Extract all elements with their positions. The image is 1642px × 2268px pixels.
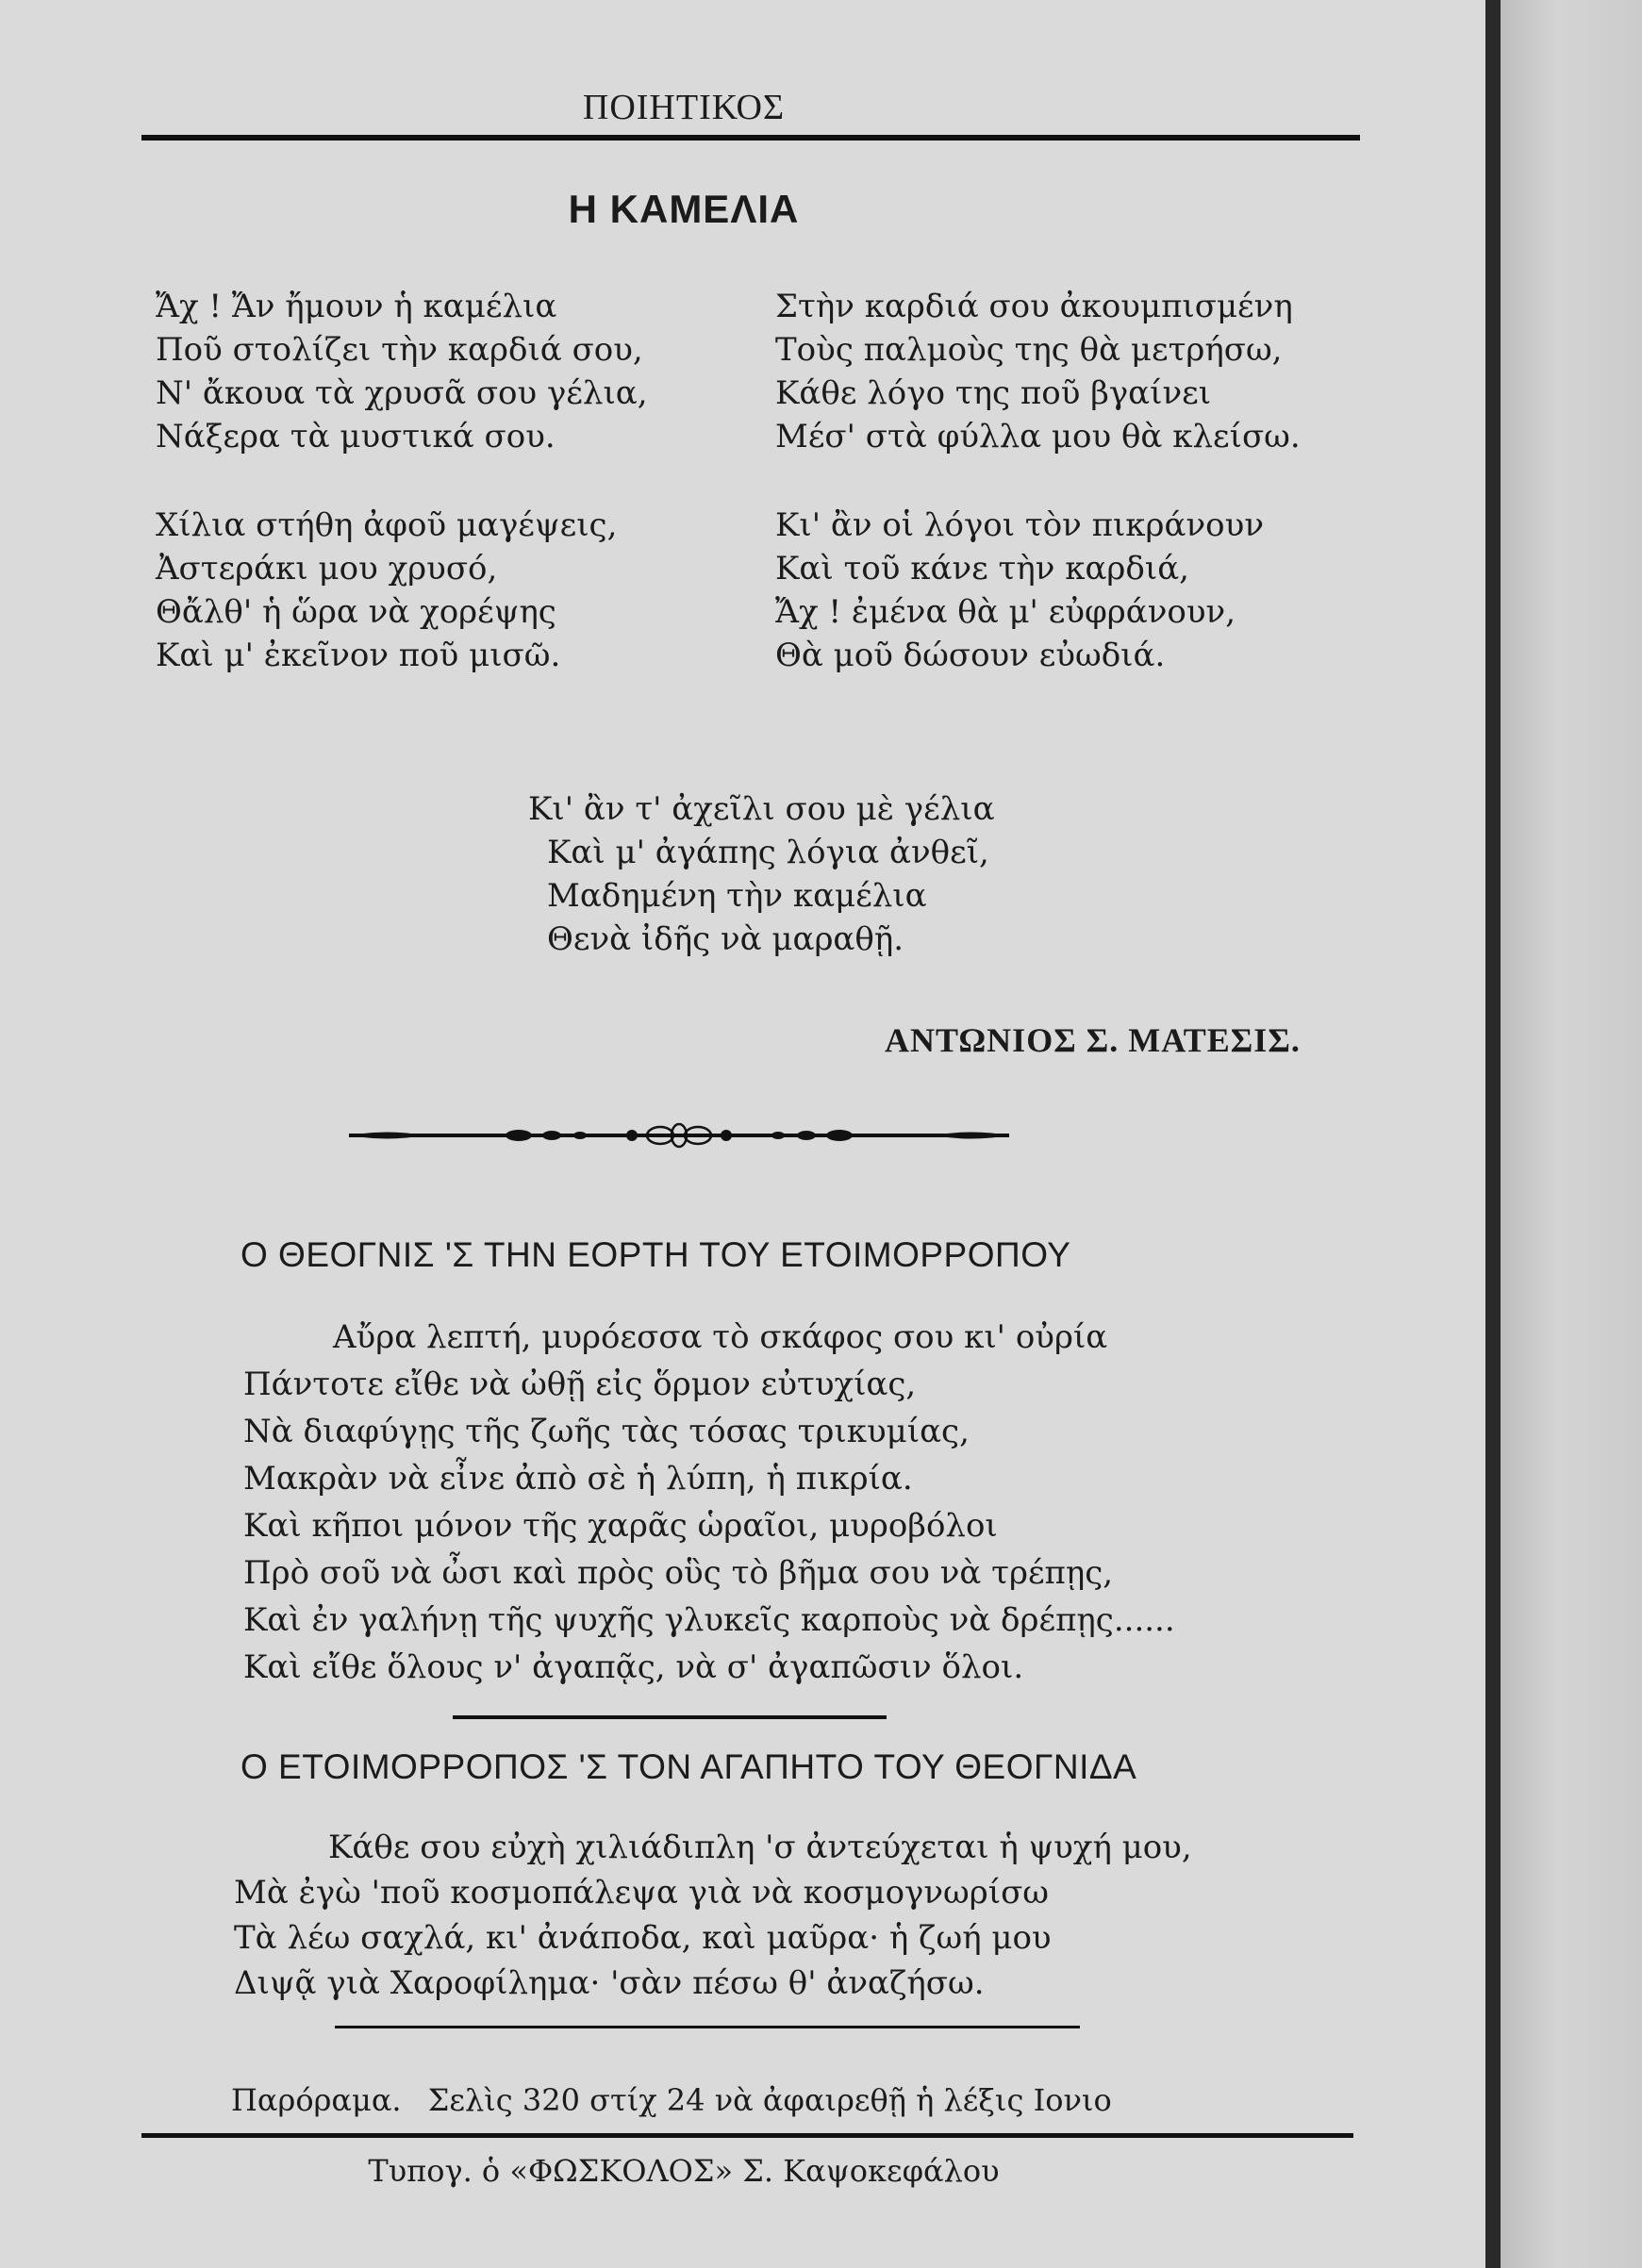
poem3-title: Ο ΕΤΟΙΜΟΡΡΟΠΟΣ 'Σ ΤΟΝ ΑΓΑΠΗΤΟ ΤΟΥ ΘΕΟΓΝΙΔΑ	[240, 1747, 1137, 1786]
verse-line: Καὶ εἴθε ὅλους ν' ἀγαπᾷς, νὰ σ' ἀγαπῶσιν ὅλοι.	[243, 1648, 1024, 1686]
poem-title-kamelia: Η ΚΑΜΕΛΙΑ	[568, 187, 800, 231]
ornamental-divider	[349, 1119, 1009, 1151]
verse-line: Θἄλθ' ἡ ὥρα νὰ χορέψης	[156, 593, 556, 631]
verse-line: Μέσ' στὰ φύλλα μου θὰ κλείσω.	[775, 418, 1301, 455]
verse-line: Χίλια στήθη ἀφοῦ μαγέψεις,	[156, 506, 618, 544]
verse-line: Κι' ἂν οἱ λόγοι τὸν πικράνουν	[775, 506, 1264, 544]
book-spine	[1485, 0, 1501, 2268]
section-divider	[335, 2026, 1080, 2028]
verse-line: Μαδημένη τὴν καμέλια	[547, 877, 927, 915]
verse-line: Καὶ μ' ἐκεῖνον ποῦ μισῶ.	[156, 637, 561, 674]
poem2-title: Ο ΘΕΟΓΝΙΣ 'Σ ΤΗΝ ΕΟΡΤΗ ΤΟΥ ΕΤΟΙΜΟΡΡΟΠΟΥ	[240, 1235, 1071, 1274]
verse-line: Διψᾷ γιὰ Χαροφίλημα· 'σὰν πέσω θ' ἀναζήσω.	[234, 1964, 985, 2002]
verse-line: Ἀστεράκι μου χρυσό,	[156, 550, 498, 588]
verse-line: Καὶ μ' ἀγάπης λόγια ἀνθεῖ,	[547, 834, 989, 871]
verse-line: Τοὺς παλμοὺς της θὰ μετρήσω,	[775, 331, 1283, 369]
verse-line: Πρὸ σοῦ νὰ ὦσι καὶ πρὸς οὓς τὸ βῆμα σου νὰ τρέπῃς,	[243, 1554, 1114, 1592]
verse-line: Καὶ τοῦ κάνε τὴν καρδιά,	[775, 550, 1189, 588]
printer-imprint: Τυπογ. ὁ «ΦΩΣΚΟΛΟΣ» Σ. Καψοκεφάλου	[368, 2153, 1000, 2189]
verse-line: Καὶ κῆποι μόνον τῆς χαρᾶς ὡραῖοι, μυροβόλοι	[243, 1507, 998, 1545]
verse-line: Νάξερα τὰ μυστικά σου.	[156, 418, 556, 455]
verse-line: Αὔρα λεπτή, μυρόεσσα τὸ σκάφος σου κι' οὐρία	[333, 1318, 1108, 1356]
verse-line: Καὶ ἐν γαλήνῃ τῆς ψυχῆς γλυκεῖς καρποὺς νὰ δρέπῃς......	[243, 1601, 1175, 1639]
verse-line: Κάθε σου εὐχὴ χιλιάδιπλη 'σ ἀντεύχεται ἡ ψυχή μου,	[328, 1829, 1192, 1866]
verse-line: Θενὰ ἰδῆς νὰ μαραθῇ.	[547, 920, 904, 958]
poem2-body	[243, 1314, 1175, 1691]
erratum-note	[231, 2082, 1112, 2118]
verse-line: Στὴν καρδιά σου ἀκουμπισμένη	[775, 288, 1293, 325]
poem1-left-column	[156, 285, 648, 677]
verse-line: Μὰ ἐγὼ 'ποῦ κοσμοπάλεψα γιὰ νὰ κοσμογνωρίσω	[234, 1874, 1050, 1912]
verse-line: Ν' ἄκουα τὰ χρυσᾶ σου γέλια,	[156, 374, 648, 412]
verse-line: Κι' ἂν τ' ἀχεῖλι σου μὲ γέλια	[528, 790, 995, 828]
erratum-text: Σελὶς 320 στίχ 24 νὰ ἀφαιρεθῇ ἡ λέξις Ιονιο	[427, 2082, 1112, 2118]
section-divider	[453, 1715, 887, 1719]
verse-line: Τὰ λέω σαχλά, κι' ἀνάποδα, καὶ μαῦρα· ἡ ζωή μου	[234, 1919, 1052, 1957]
poem3-body	[234, 1825, 1192, 2006]
erratum-label: Παρόραμα.	[231, 2082, 402, 2118]
verse-line: Νὰ διαφύγῃς τῆς ζωῆς τὰς τόσας τρικυμίας,	[243, 1413, 970, 1450]
running-head: ΠΟΙΗΤΙΚΟΣ	[582, 88, 786, 127]
verse-line: Ποῦ στολίζει τὴν καρδιά σου,	[156, 331, 643, 369]
verse-line: Μακρὰν νὰ εἶνε ἀπὸ σὲ ἡ λύπη, ἡ πικρία.	[243, 1460, 913, 1498]
poem1-center-stanza	[528, 787, 995, 961]
verse-line: Πάντοτε εἴθε νὰ ὠθῇ εἰς ὅρμον εὐτυχίας,	[243, 1366, 917, 1403]
poem1-right-column	[775, 285, 1301, 677]
verse-line: Θὰ μοῦ δώσουν εὐωδιά.	[775, 637, 1166, 674]
footer-rule	[141, 2133, 1353, 2138]
header-rule	[141, 135, 1360, 141]
author-signature: ΑΝΤΩΝΙΟΣ Σ. ΜΑΤΕΣΙΣ.	[885, 1021, 1301, 1059]
verse-line: Ἄχ ! ἐμένα θὰ μ' εὐφράνουν,	[775, 593, 1236, 631]
page-edge	[1501, 0, 1642, 2268]
verse-line: Κάθε λόγο της ποῦ βγαίνει	[775, 374, 1212, 412]
verse-line: Ἄχ ! Ἄν ἤμουν ἡ καμέλια	[156, 288, 557, 325]
